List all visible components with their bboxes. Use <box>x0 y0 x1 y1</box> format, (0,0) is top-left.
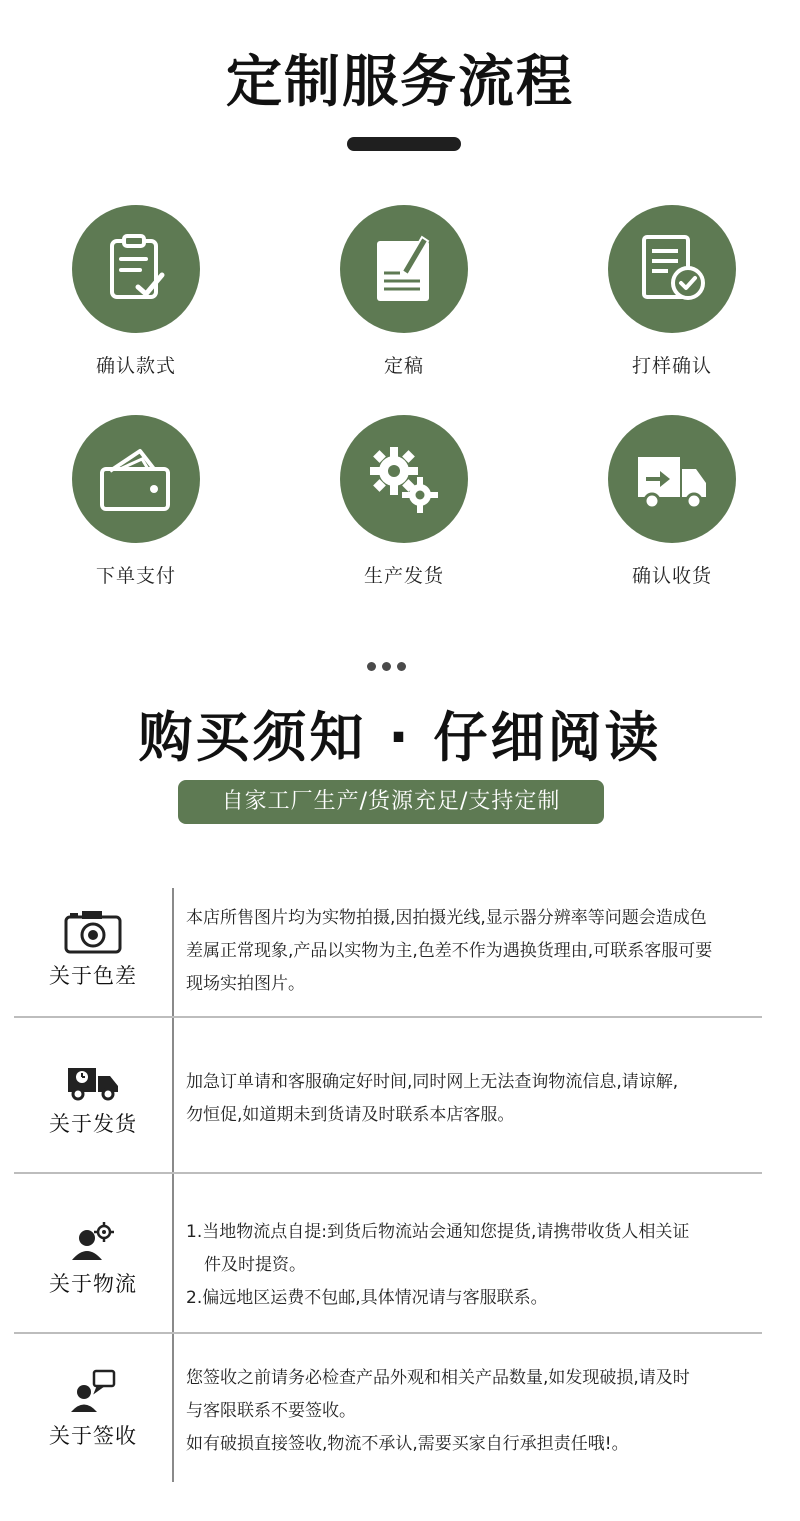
step-finalize <box>304 205 504 378</box>
wallet-icon <box>96 439 176 519</box>
flow-title: 定制服务流程 <box>226 50 574 115</box>
content-line: 2.偏远地区运费不包邮,具体情况请与客服联系。 <box>186 1288 548 1308</box>
step-label: 下单支付 <box>95 565 176 587</box>
row-header <box>14 1174 172 1332</box>
step-label: 定稿 <box>383 355 424 377</box>
truck-clock-icon <box>66 1062 120 1102</box>
content-line: 现场实拍图片。 <box>186 974 305 994</box>
notice-row-shipping <box>14 1018 762 1174</box>
step-label: 确认款式 <box>95 355 176 377</box>
step-label: 确认收货 <box>631 565 712 587</box>
step-circle <box>72 415 200 543</box>
content-line: 差属正常现象,产品以实物为主,色差不作为遇换货理由,可联系客服可要 <box>186 941 713 961</box>
content-line: 件及时提资。 <box>204 1255 306 1275</box>
document-pen-icon <box>364 229 444 309</box>
content-line: 加急订单请和客服确定好时间,同时网上无法查询物流信息,请谅解, <box>186 1072 679 1092</box>
notice-title: 购买须知 · 仔细阅读 <box>138 706 662 769</box>
step-circle <box>340 415 468 543</box>
row-title: 关于物流 <box>49 1272 137 1296</box>
section-dots <box>364 656 414 670</box>
title-underline <box>347 137 461 151</box>
gears-icon <box>364 439 444 519</box>
step-produce-ship <box>304 415 504 588</box>
step-circle <box>72 205 200 333</box>
content-line: 与客限联系不要签收。 <box>186 1401 356 1421</box>
row-content <box>186 1362 762 1461</box>
delivery-truck-icon <box>632 439 712 519</box>
step-label: 打样确认 <box>631 355 712 377</box>
content-line: 1.当地物流点自提:到货后物流站会通知您提货,请携带收货人相关证 <box>186 1222 690 1242</box>
notice-subtitle-badge: 自家工厂生产/货源充足/支持定制 <box>178 780 604 824</box>
user-gear-icon <box>70 1220 116 1262</box>
step-confirm-receipt <box>572 415 772 588</box>
row-title: 关于签收 <box>49 1424 137 1448</box>
content-line: 本店所售图片均为实物拍摄,因拍摄光线,显示器分辨率等问题会造成色 <box>186 908 707 928</box>
clipboard-check-icon <box>96 229 176 309</box>
step-sample-confirm <box>572 205 772 378</box>
row-content <box>186 1066 762 1132</box>
row-header <box>14 888 172 1016</box>
step-order-pay <box>36 415 236 588</box>
document-check-icon <box>632 229 712 309</box>
content-line: 勿恒促,如道期未到货请及时联系本店客服。 <box>186 1105 515 1125</box>
camera-icon <box>64 908 122 954</box>
row-title: 关于发货 <box>49 1112 137 1136</box>
user-message-icon <box>70 1368 116 1414</box>
step-circle <box>340 205 468 333</box>
row-header <box>14 1334 172 1482</box>
row-header <box>14 1018 172 1172</box>
step-circle <box>608 415 736 543</box>
row-content <box>186 1216 762 1315</box>
content-line: 您签收之前请务必检查产品外观和相关产品数量,如发现破损,请及时 <box>186 1368 690 1388</box>
notice-row-color <box>14 888 762 1018</box>
row-title: 关于色差 <box>49 964 137 988</box>
step-label: 生产发货 <box>363 565 444 587</box>
notice-row-logistics <box>14 1174 762 1334</box>
notice-table <box>14 888 762 1482</box>
step-circle <box>608 205 736 333</box>
step-confirm-style <box>36 205 236 378</box>
content-line: 如有破损直接签收,物流不承认,需要买家自行承担责任哦!。 <box>186 1434 629 1454</box>
row-content <box>186 902 762 1001</box>
notice-row-signoff <box>14 1334 762 1482</box>
